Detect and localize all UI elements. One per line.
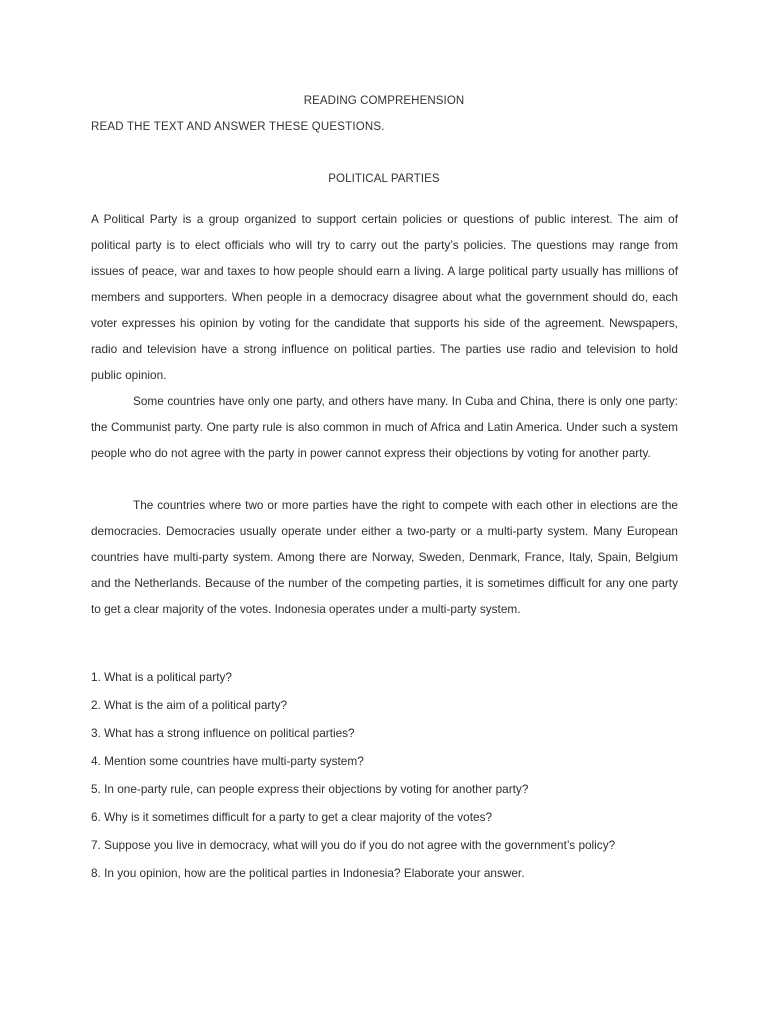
question-item: 7. Suppose you live in democracy, what will you do if you do not agree with the government’s policy? — [91, 838, 616, 852]
question-list — [91, 663, 691, 887]
section-title: POLITICAL PARTIES — [328, 173, 440, 185]
question-item: 4. Mention some countries have multi-party system? — [91, 754, 364, 768]
paragraph: A Political Party is a group organized to support certain policies or questions of public interest. The aim of political party is to elect officials who will try to carry out the party’s policies. The questions may range from issues of peace, war and taxes to how people should earn a living. A large political party usually has millions of members and supporters. When people in a democracy disagree about what the government should do, each voter expresses his opinion by voting for the candidate that supports his side of the agreement. Newspapers, radio and television have a strong influence on political parties. The parties use radio and television to hold public opinion. — [91, 211, 678, 382]
question-item: 2. What is the aim of a political party? — [91, 698, 288, 712]
question-item: 5. In one-party rule, can people express their objections by voting for another party? — [91, 782, 529, 796]
question-item: 8. In you opinion, how are the political parties in Indonesia? Elaborate your answer. — [91, 866, 525, 880]
instruction-text: READ THE TEXT AND ANSWER THESE QUESTIONS. — [91, 121, 385, 133]
question-item: 3. What has a strong influence on political parties? — [91, 726, 355, 740]
main-title: READING COMPREHENSION — [303, 95, 465, 107]
question-item: 1. What is a political party? — [91, 670, 232, 684]
paragraph: Some countries have only one party, and others have many. In Cuba and China, there is only one party: the Communist party. One party rule is also common in much of Africa and Latin America. Under such a system people who do not agree with the party in power cannot express their objections by voting for another party. — [91, 393, 678, 460]
question-item: 6. Why is it sometimes difficult for a party to get a clear majority of the votes? — [91, 810, 493, 824]
paragraph: The countries where two or more parties have the right to compete with each other in elections are the democracies. Democracies usually operate under either a two-party or a multi-party system. Many European countries have multi-party system. Among there are Norway, Sweden, Denmark, France, Italy, Spain, Belgium and the Netherlands. Because of the number of the competing parties, it is sometimes difficult for any one party to get a clear majority of the votes. Indonesia operates under a multi-party system. — [91, 497, 678, 616]
